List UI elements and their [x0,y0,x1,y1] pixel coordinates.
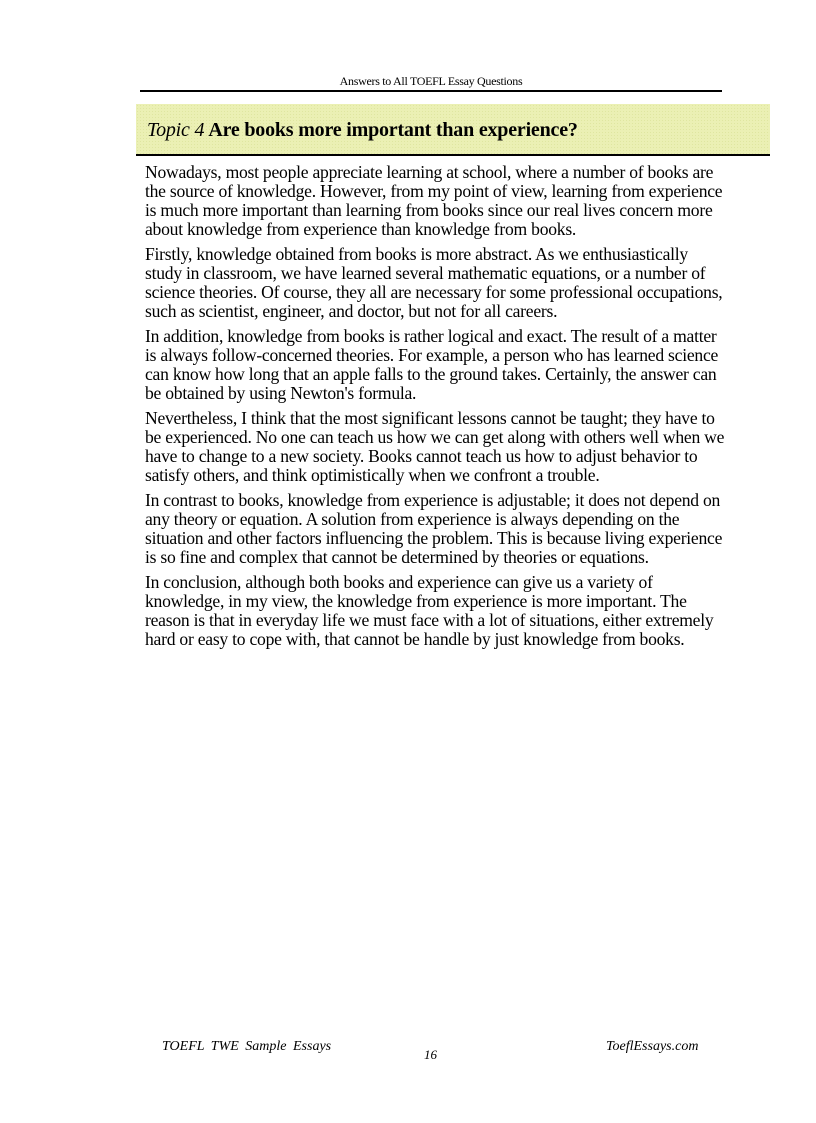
running-header: Answers to All TOEFL Essay Questions [339,74,523,88]
essay-paragraph-3: In addition, knowledge from books is rather logical and exact. The result of a matter is always follow-concerned theories. For example, a person who has learned science can know how long that an apple falls to the ground takes. Certainly, the answer can be obtained by using Newton's formula. [145,326,719,403]
header-rule [140,90,722,92]
footer-publication: TOEFL TWE Sample Essays [162,1039,332,1054]
topic-heading [147,117,578,143]
essay-paragraph-4: Nevertheless, I think that the most significant lessons cannot be taught; they have to be experienced. No one can teach us how we can get along with others well when we have to change to a new society. Books cannot teach us how to adjust behavior to satisfy others, and think optimistically when we confront a trouble. [145,408,725,485]
essay-paragraph-1: Nowadays, most people appreciate learning at school, where a number of books are the source of knowledge. However, from my point of view, learning from experience is much more important than learning from books since our real lives concern more about knowledge from experience than knowledge from books. [145,162,723,239]
page-number: 16 [424,1047,437,1062]
essay-paragraph-6: In conclusion, although both books and experience can give us a variety of knowledge, in my view, the knowledge from experience is more important. The reason is that in everyday life we must face with a lot of situations, either extremely hard or easy to cope with, that cannot be handle by just knowledge from books. [145,572,714,649]
essay-body [145,163,727,655]
topic-rule [136,154,770,156]
essay-paragraph-5: In contrast to books, knowledge from experience is adjustable; it does not depend on any theory or equation. A solution from experience is always depending on the situation and other factors influencing the problem. This is because living experience is so fine and complex that cannot be determined by theories or equations. [145,490,723,567]
essay-paragraph-2: Firstly, knowledge obtained from books is more abstract. As we enthusiastically study in classroom, we have learned several mathematic equations, or a number of science theories. Of course, they all are necessary for some professional occupations, such as scientist, engineer, and doctor, but not for all careers. [145,244,723,321]
topic-question: Are books more important than experience? [208,119,578,141]
topic-label: Topic 4 [147,119,205,141]
footer-website: ToeflEssays.com [606,1039,699,1054]
